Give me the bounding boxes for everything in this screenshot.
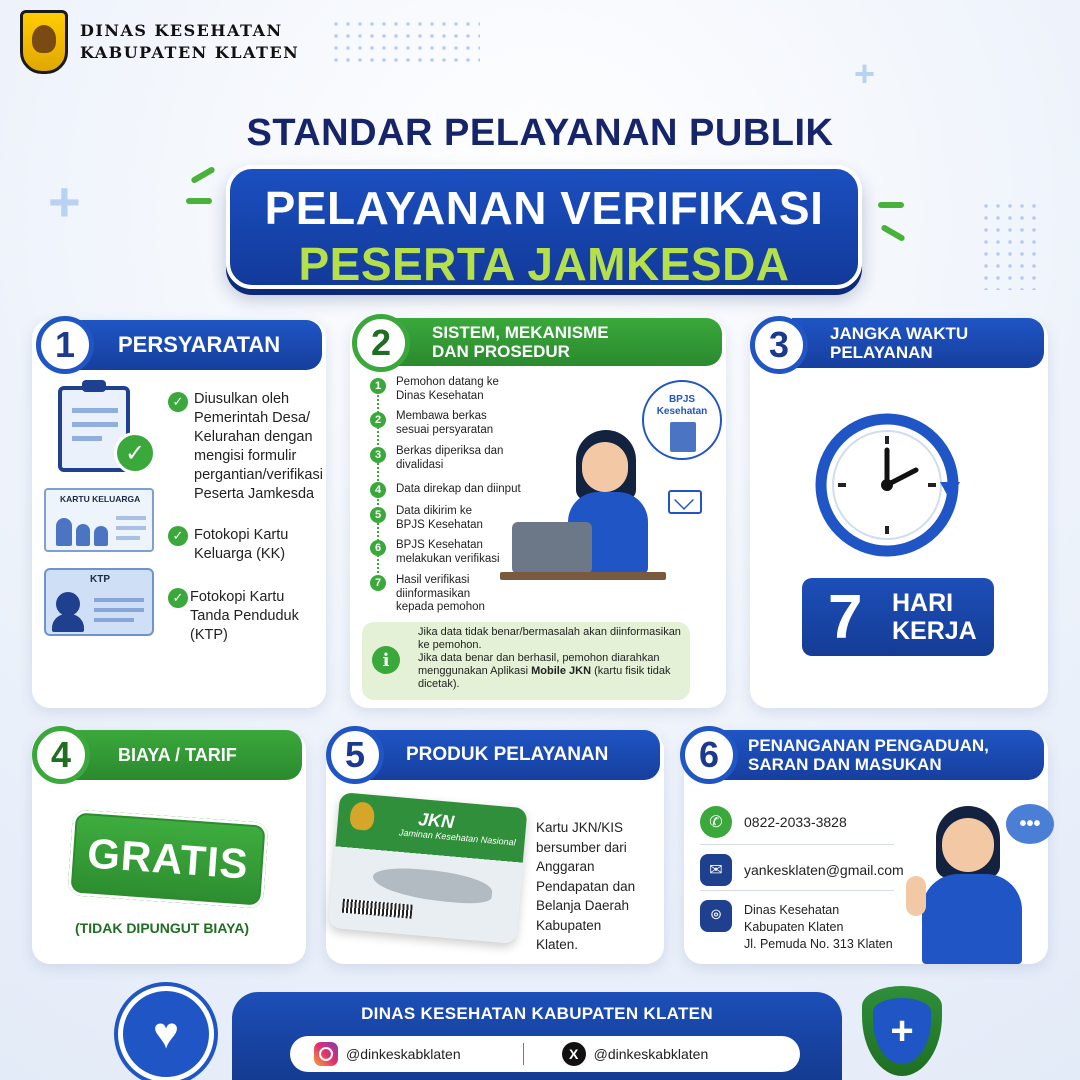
check-icon: ✓ xyxy=(168,392,188,412)
step-7-number: 7 xyxy=(370,575,386,591)
info-icon: i xyxy=(372,646,400,674)
section-5-number: 5 xyxy=(326,726,384,784)
section-3-heading-line2: PELAYANAN xyxy=(830,343,933,362)
health-shield-icon: + xyxy=(862,986,942,1076)
step-3-text: Berkas diperiksa dan divalidasi xyxy=(396,445,504,471)
jkn-card-logo: JKN xyxy=(417,809,455,833)
section-3-header xyxy=(792,318,1044,368)
plus-decoration-icon: + xyxy=(48,170,81,233)
org-name-line2: KABUPATEN KLATEN xyxy=(80,43,300,62)
location-pin-icon: ⌾ xyxy=(700,900,732,932)
check-icon: ✓ xyxy=(168,588,188,608)
dot-pattern xyxy=(980,200,1040,290)
step-1-number: 1 xyxy=(370,378,386,394)
address-line3: Jl. Pemuda No. 313 Klaten xyxy=(744,937,893,951)
section-2-heading-line2: DAN PROSEDUR xyxy=(432,342,570,361)
requirement-2-text: Fotokopi Kartu Keluarga (KK) xyxy=(194,527,289,562)
x-icon: X xyxy=(562,1042,586,1066)
kartu-keluarga-card xyxy=(44,488,154,552)
info-line-2-pre: Jika data benar dan berhasil, pemohon diarahkan menggunakan Aplikasi xyxy=(418,652,660,677)
requirement-3-text: Fotokopi Kartu Tanda Penduduk (KTP) xyxy=(190,589,299,643)
section-6-heading-line1: PENANGANAN PENGADUAN, xyxy=(748,736,989,755)
address-line2: Kabupaten Klaten xyxy=(744,920,844,934)
step-4-number: 4 xyxy=(370,482,386,498)
dot-pattern xyxy=(330,18,480,66)
contact-email[interactable]: yankesklaten@gmail.com xyxy=(744,862,904,878)
step-6-text: BPJS Kesehatan melakukan verifikasi xyxy=(396,539,500,565)
social-divider xyxy=(523,1043,524,1065)
duration-badge xyxy=(802,578,994,656)
cost-note: (TIDAK DIPUNGUT BIAYA) xyxy=(75,920,249,936)
barcode-icon xyxy=(342,899,413,919)
divider xyxy=(700,844,894,845)
spark-decoration xyxy=(186,198,212,204)
info-line-2-post: (kartu fisik tidak dicetak). xyxy=(418,665,671,690)
instagram-link[interactable] xyxy=(314,1042,461,1066)
step-2-text: Membawa berkas sesuai persyaratan xyxy=(396,410,494,436)
info-line-2-bold: Mobile JKN xyxy=(531,665,592,677)
section-1-number: 1 xyxy=(36,316,94,374)
garuda-emblem-icon xyxy=(349,801,375,831)
check-icon: ✓ xyxy=(168,526,188,546)
step-4-text: Data direkap dan diinput xyxy=(396,483,521,495)
check-badge-icon: ✓ xyxy=(114,432,156,474)
org-name-line1: DINAS KESEHATAN xyxy=(80,21,283,40)
contact-phone[interactable]: 0822-2033-3828 xyxy=(744,814,847,830)
kk-card-label: KARTU KELUARGA xyxy=(60,494,141,504)
email-icon: ✉ xyxy=(700,854,732,886)
step-3-number: 3 xyxy=(370,447,386,463)
section-6-heading-line2: SARAN DAN MASUKAN xyxy=(748,755,942,774)
title-line1: PELAYANAN VERIFIKASI xyxy=(264,182,824,234)
care-hands-icon: ♥ xyxy=(118,986,214,1080)
section-2-heading-line1: SISTEM, MEKANISME xyxy=(432,323,609,342)
bpjs-label: BPJS Kesehatan xyxy=(656,394,708,417)
section-6-header xyxy=(722,730,1044,780)
section-1-heading: PERSYARATAN xyxy=(118,332,281,357)
step-6-number: 6 xyxy=(370,540,386,556)
whatsapp-icon: ✆ xyxy=(700,806,732,838)
title-line2: PESERTA JAMKESDA xyxy=(298,238,790,290)
ktp-card xyxy=(44,568,154,636)
section-1-header xyxy=(70,320,322,370)
section-3-heading-line1: JANGKA WAKTU xyxy=(830,324,969,343)
section-5-header xyxy=(366,730,660,780)
duration-value: 7 xyxy=(828,582,863,652)
org-header xyxy=(20,10,299,74)
spark-decoration xyxy=(880,224,906,242)
klaten-emblem-logo xyxy=(20,10,68,74)
divider xyxy=(700,890,894,891)
gratis-ticket xyxy=(67,809,269,908)
section-2-header xyxy=(392,318,722,366)
info-line-1: Jika data tidak benar/bermasalah akan diinformasikan ke pemohon. xyxy=(418,626,681,651)
step-1-text: Pemohon datang ke Dinas Kesehatan xyxy=(396,376,499,402)
plus-decoration-icon: + xyxy=(854,53,876,94)
step-2-number: 2 xyxy=(370,412,386,428)
step-5-number: 5 xyxy=(370,507,386,523)
info-note-text xyxy=(418,626,684,691)
product-description: Kartu JKN/KIS bersumber dari Anggaran Pendapatan dan Belanja Daerah Kabupaten Klaten. xyxy=(536,820,636,952)
x-handle: @dinkeskabklaten xyxy=(593,1046,709,1062)
section-2-number: 2 xyxy=(352,314,410,372)
instagram-handle: @dinkeskabklaten xyxy=(346,1046,461,1062)
section-3-number: 3 xyxy=(750,316,808,374)
duration-unit-line1: HARI xyxy=(892,589,954,617)
x-link[interactable] xyxy=(562,1042,709,1066)
section-4-heading: BIAYA / TARIF xyxy=(118,744,237,765)
section-5-heading: PRODUK PELAYANAN xyxy=(406,744,609,765)
social-links xyxy=(290,1036,800,1072)
spark-decoration xyxy=(878,202,904,208)
ktp-card-label: KTP xyxy=(90,574,110,585)
footer-title: DINAS KESEHATAN KABUPATEN KLATEN xyxy=(361,1004,713,1023)
address-line1: Dinas Kesehatan xyxy=(744,903,840,917)
jkn-card-title: Jaminan Kesehatan Nasional xyxy=(398,827,517,848)
step-5-text: Data dikirim ke BPJS Kesehatan xyxy=(396,505,483,531)
page-title-top: STANDAR PELAYANAN PUBLIK xyxy=(246,112,834,154)
requirement-1-text: Diusulkan oleh Pemerintah Desa/ Kelurahan dengan mengisi formulir pergantian/verifikasi Peserta Jamkesda xyxy=(194,391,323,502)
chat-bubble-icon: ••• xyxy=(1006,804,1054,844)
step-7-text: Hasil verifikasi diinformasikan kepada pemohon xyxy=(396,574,485,613)
spark-decoration xyxy=(190,166,216,184)
section-6-number: 6 xyxy=(680,726,738,784)
jkn-card-illustration xyxy=(328,792,527,944)
duration-unit-line2: KERJA xyxy=(892,617,977,645)
section-4-number: 4 xyxy=(32,726,90,784)
contact-address xyxy=(744,902,893,953)
clock-icon xyxy=(812,410,962,560)
cost-value: GRATIS xyxy=(85,829,251,888)
title-banner xyxy=(226,165,862,289)
staff-illustration xyxy=(528,430,678,580)
instagram-icon xyxy=(314,1042,338,1066)
section-4-header xyxy=(70,730,302,780)
indonesia-map-icon xyxy=(371,865,493,905)
